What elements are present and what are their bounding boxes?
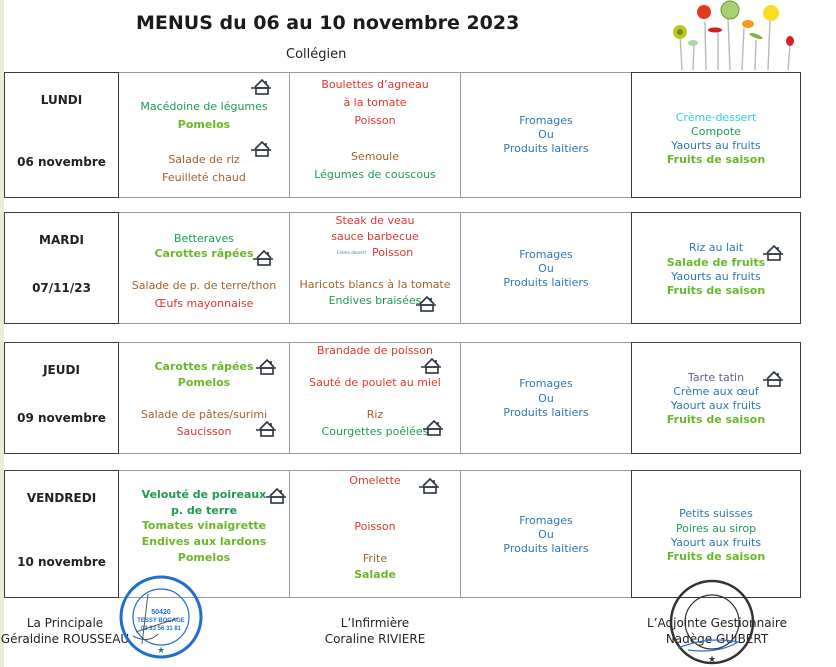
fromage-item: Fromages: [519, 248, 573, 261]
entree-item: Endives aux lardons: [141, 535, 267, 548]
plat-item: Salade: [354, 568, 396, 581]
dessert-cell: [631, 72, 801, 198]
svg-text:TESSY BOCAGE: TESSY BOCAGE: [137, 618, 185, 624]
plat-cell: [290, 72, 461, 198]
day-name: MARDI: [39, 233, 84, 247]
signature-name: Géraldine ROUSSEAU: [0, 632, 130, 646]
plat-item: [290, 246, 460, 260]
fruits-on-forks-image: [660, 0, 810, 72]
svg-text:02 33 56 31 81: 02 33 56 31 81: [140, 626, 182, 632]
school-stamp-blue: [118, 574, 204, 660]
plat-item: Courgettes poêlées: [321, 425, 429, 438]
dessert-item: Yaourt aux fruits: [670, 536, 762, 549]
plat-item: Omelette: [349, 474, 401, 487]
homemade-icon: [422, 419, 444, 437]
dessert-item: Fruits de saison: [666, 413, 766, 426]
dessert-item: Yaourts au fruits: [671, 139, 761, 152]
signature-role: La Principale: [26, 616, 104, 630]
dessert-item: Riz au lait: [688, 241, 744, 254]
week-row-jeudi: [4, 342, 801, 454]
entree-item: Pomelos: [177, 376, 231, 389]
signature-role: L’Adjointe Gestionnaire: [647, 616, 787, 630]
entree-item: Salade de pâtes/surimi: [140, 408, 268, 421]
day-name: VENDREDI: [26, 491, 97, 505]
day-name: LUNDI: [40, 93, 83, 107]
homemade-icon: [250, 78, 272, 96]
plat-item: Brandade de poisson: [317, 344, 433, 357]
item-text: Poisson: [372, 246, 414, 259]
fromage-item: Produits laitiers: [503, 142, 589, 155]
fromage-item: Produits laitiers: [503, 276, 589, 289]
signature-role: L’Infirmière: [340, 616, 410, 630]
fromage-cell: [461, 470, 631, 598]
plat-item: Poisson: [354, 520, 396, 533]
plat-item: Endives braisées: [328, 294, 422, 307]
dessert-item: Fruits de saison: [666, 153, 766, 166]
entree-item: Salade de p. de terre/thon: [131, 279, 277, 292]
fromage-item: Ou: [538, 528, 554, 541]
homemade-icon: [265, 487, 287, 505]
day-date: 06 novembre: [17, 155, 106, 169]
day-date: 10 novembre: [17, 555, 106, 569]
signature-nurse: [300, 615, 450, 647]
homemade-icon: [252, 249, 274, 267]
fromage-item: Fromages: [519, 514, 573, 527]
signature-principal: [0, 615, 130, 647]
plat-item: à la tomate: [343, 96, 407, 109]
fromage-item: Fromages: [519, 377, 573, 390]
tiny-note: Crème dessert: [336, 250, 367, 255]
day-cell: [4, 212, 119, 324]
signature-name: Coraline RIVIERE: [324, 632, 426, 646]
entree-item: Salade de riz: [168, 153, 240, 166]
page-title: MENUS du 06 au 10 novembre 2023: [136, 12, 520, 34]
fromage-item: Ou: [538, 128, 554, 141]
fromage-item: Produits laitiers: [503, 542, 589, 555]
entree-item: Pomelos: [177, 118, 231, 131]
homemade-icon: [250, 140, 272, 158]
fromage-cell: [461, 342, 631, 454]
day-cell: [4, 470, 119, 598]
entree-cell: [119, 212, 290, 324]
dessert-item: Fruits de saison: [666, 550, 766, 563]
day-date: 09 novembre: [17, 411, 106, 425]
fromage-item: Ou: [538, 262, 554, 275]
dessert-item: Crème aux œuf: [673, 385, 759, 398]
dessert-item: Yaourts au fruits: [671, 270, 761, 283]
day-cell: [4, 72, 119, 198]
fromage-item: Ou: [538, 392, 554, 405]
svg-text:★: ★: [707, 655, 717, 665]
day-date: 07/11/23: [32, 281, 91, 295]
entree-item: Tomates vinaigrette: [141, 519, 267, 532]
week-row-mardi: [4, 212, 801, 324]
fromage-cell: [461, 212, 631, 324]
dessert-item: Tarte tatin: [687, 371, 745, 384]
dessert-item: Petits suisses: [679, 507, 753, 520]
entree-item: Macédoine de légumes: [140, 100, 268, 113]
week-row-lundi: [4, 72, 801, 198]
homemade-icon: [420, 357, 442, 375]
plat-item: Poisson: [354, 114, 396, 127]
entree-item: Feuilleté chaud: [162, 171, 246, 184]
signature-name: Nadège GUIBERT: [665, 632, 769, 646]
fromage-item: Fromages: [519, 114, 573, 127]
entree-item: Betteraves: [174, 232, 234, 245]
day-name: JEUDI: [43, 363, 80, 377]
dessert-item: Yaourt aux fruits: [670, 399, 762, 412]
entree-item: Velouté de poireaux: [141, 488, 267, 501]
plat-item: Frite: [362, 552, 388, 565]
entree-item: p. de terre: [170, 504, 238, 517]
homemade-icon: [255, 358, 277, 376]
fromage-item: Produits laitiers: [503, 406, 589, 419]
entree-item: Saucisson: [176, 425, 232, 438]
entree-item: Pomelos: [177, 551, 231, 564]
fromage-cell: [461, 72, 631, 198]
svg-text:50420: 50420: [151, 609, 171, 616]
plat-item: Sauté de poulet au miel: [309, 376, 441, 389]
dessert-item: Poires au sirop: [675, 522, 757, 535]
svg-text:★: ★: [156, 646, 166, 656]
plat-item: Légumes de couscous: [314, 168, 436, 181]
homemade-icon: [762, 244, 784, 262]
entree-item: Carottes râpées: [154, 247, 254, 260]
homemade-icon: [255, 420, 277, 438]
plat-item: Semoule: [351, 150, 399, 163]
plat-item: Haricots blancs à la tomate: [299, 278, 451, 291]
dessert-item: Fruits de saison: [666, 284, 766, 297]
school-stamp-dark: [668, 578, 756, 666]
dessert-item: Crème·dessert: [675, 111, 757, 124]
entree-item: Carottes râpées: [154, 360, 254, 373]
dessert-cell: [631, 212, 801, 324]
dessert-item: Salade de fruits: [666, 256, 766, 269]
plat-item: Boulettes d’agneau: [321, 78, 429, 91]
homemade-icon: [415, 295, 437, 313]
dessert-item: Compote: [691, 125, 741, 138]
dessert-cell: [631, 342, 801, 454]
page-subtitle: Collégien: [286, 47, 347, 62]
homemade-icon: [418, 477, 440, 495]
plat-item: sauce barbecue: [331, 230, 419, 243]
entree-item: Œufs mayonnaise: [154, 297, 254, 310]
homemade-icon: [762, 370, 784, 388]
day-cell: [4, 342, 119, 454]
plat-item: Steak de veau: [335, 214, 415, 227]
plat-item: Riz: [366, 408, 384, 421]
